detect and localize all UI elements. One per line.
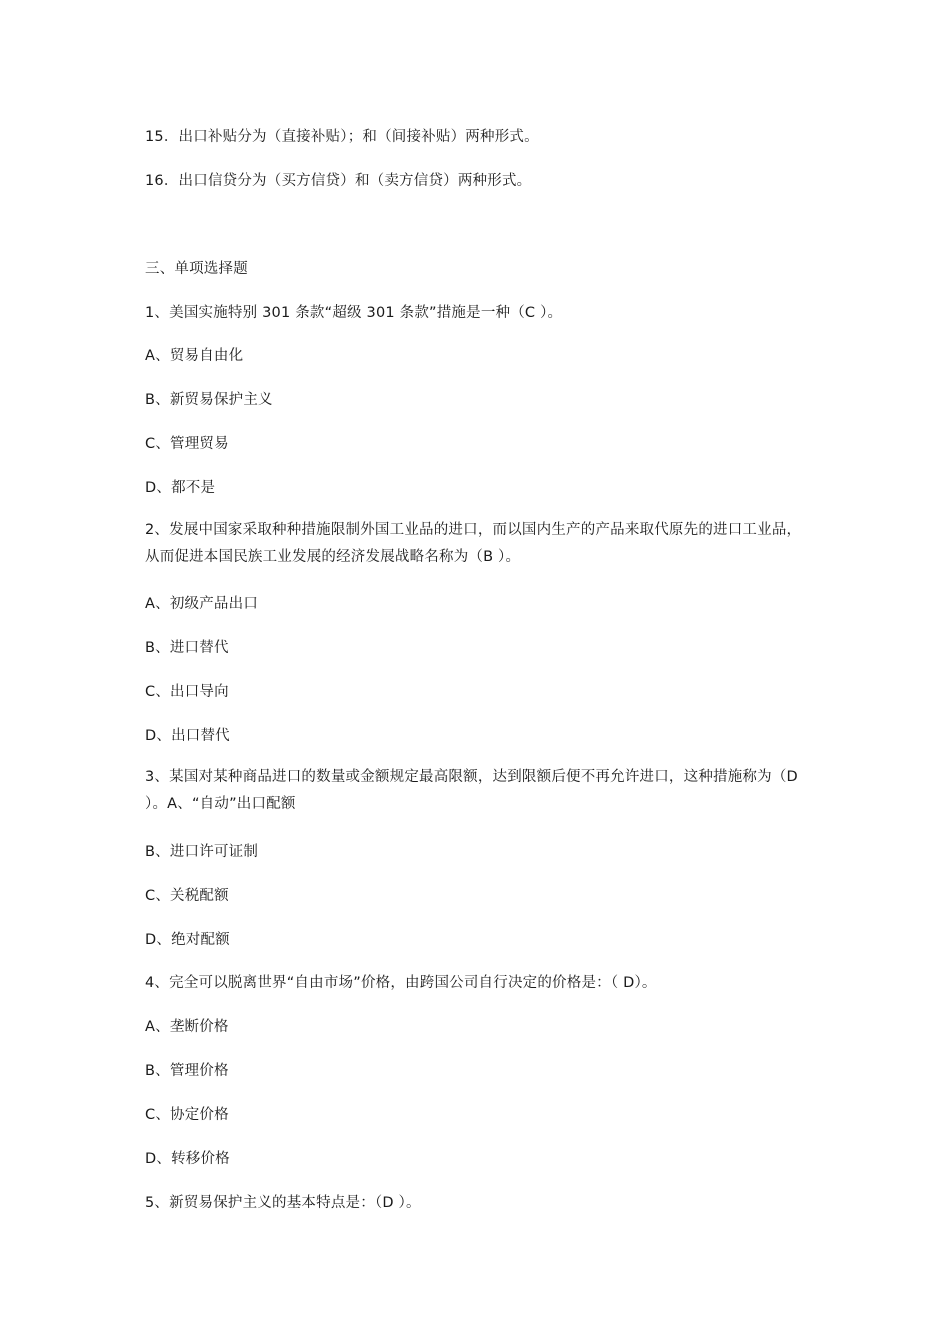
question-3-option-b: B、进口许可证制	[145, 844, 259, 860]
question-1-option-b: B、新贸易保护主义	[145, 392, 273, 408]
question-1-option-d: D、都不是	[145, 480, 216, 496]
question-1-option-a: A、贸易自由化	[145, 348, 244, 364]
question-5-stem: 5、新贸易保护主义的基本特点是：（D ）。	[145, 1195, 421, 1211]
question-1-option-c: C、管理贸易	[145, 436, 229, 452]
question-4-option-b: B、管理价格	[145, 1063, 229, 1079]
question-4-stem: 4、完全可以脱离世界“自由市场”价格，由跨国公司自行决定的价格是：（ D）。	[145, 975, 657, 991]
question-4-option-c: C、协定价格	[145, 1107, 229, 1123]
question-2-option-c: C、出口导向	[145, 684, 229, 700]
question-3-option-d: D、绝对配额	[145, 932, 230, 948]
question-3-stem: 3、某国对某种商品进口的数量或金额规定最高限额，达到限额后便不再允许进口，这种措施称为（D ）。A、“自动”出口配额	[145, 769, 798, 812]
question-1-stem: 1、美国实施特别 301 条款“超级 301 条款”措施是一种（C ）。	[145, 305, 563, 321]
question-2-option-b: B、进口替代	[145, 640, 229, 656]
question-2-option-a: A、初级产品出口	[145, 596, 259, 612]
fill-item-15: 15．出口补贴分为（直接补贴）；和（间接补贴）两种形式。	[145, 129, 539, 145]
fill-item-16: 16．出口信贷分为（买方信贷）和（卖方信贷）两种形式。	[145, 173, 532, 189]
question-2-stem: 2、发展中国家采取种种措施限制外国工业品的进口，而以国内生产的产品来取代原先的进口工业品，从而促进本国民族工业发展的经济发展战略名称为（B ）。	[145, 522, 802, 565]
question-4-option-a: A、垄断价格	[145, 1019, 229, 1035]
question-2-option-d: D、出口替代	[145, 728, 230, 744]
question-3-option-c: C、关税配额	[145, 888, 229, 904]
question-4-option-d: D、转移价格	[145, 1151, 230, 1167]
section-title: 三、单项选择题	[145, 261, 248, 277]
